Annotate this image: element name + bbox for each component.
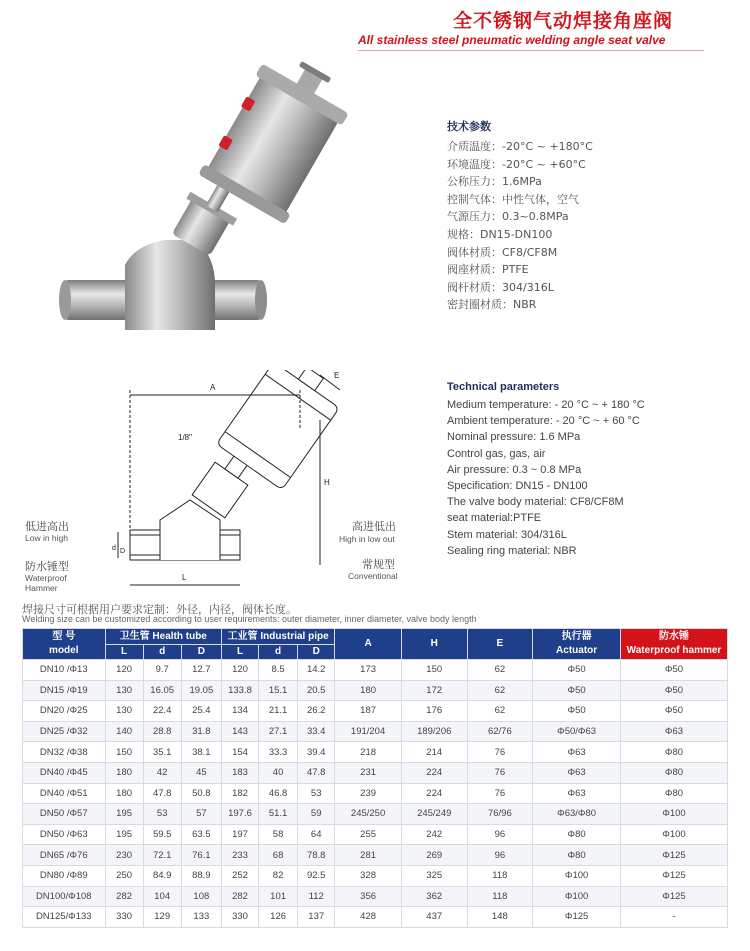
table-cell: 187 xyxy=(335,701,402,722)
spec-en-line: seat material:PTFE xyxy=(447,512,542,525)
table-cell: 133 xyxy=(181,907,221,928)
specs-cn-heading: 技术参数 xyxy=(447,120,491,133)
table-cell: DN20 /Φ25 xyxy=(23,701,106,722)
table-cell: 38.1 xyxy=(181,742,221,763)
col-actuator-en: Actuator xyxy=(556,645,598,656)
table-cell: 180 xyxy=(105,762,143,783)
col-model-en: model xyxy=(49,645,79,656)
table-cell: 33.4 xyxy=(298,721,335,742)
specs-cn-block xyxy=(447,118,737,314)
table-cell: DN80 /Φ89 xyxy=(23,865,106,886)
table-cell: 134 xyxy=(221,701,258,722)
spec-cn-line: 公称压力：1.6MPa xyxy=(447,175,542,189)
table-cell: Φ50 xyxy=(533,660,621,681)
table-cell: 53 xyxy=(298,783,335,804)
table-cell: 129 xyxy=(143,907,181,928)
table-cell: 242 xyxy=(401,824,467,845)
spec-en-line: Sealing ring material: NBR xyxy=(447,544,577,557)
table-cell: 58 xyxy=(259,824,298,845)
table-cell: 78.8 xyxy=(298,845,335,866)
table-cell: 15.1 xyxy=(259,680,298,701)
table-cell: 230 xyxy=(105,845,143,866)
spec-cn-line: 气源压力：0.3~0.8MPa xyxy=(447,210,569,224)
table-cell: Φ80 xyxy=(621,783,728,804)
table-cell: 8.5 xyxy=(259,660,298,681)
table-cell: 133.8 xyxy=(221,680,258,701)
table-cell: 53 xyxy=(143,804,181,825)
spec-cn-line: 阀座材质：PTFE xyxy=(447,263,529,277)
table-cell: 112 xyxy=(298,886,335,907)
dimension-table xyxy=(22,628,728,928)
table-row xyxy=(23,660,728,681)
table-row xyxy=(23,701,728,722)
table-cell: 27.1 xyxy=(259,721,298,742)
table-cell: 233 xyxy=(221,845,258,866)
specs-en-block xyxy=(447,381,747,559)
page-title: 全不锈钢气动焊接角座阀 xyxy=(453,10,674,32)
high-in-low-out-en: High in low out xyxy=(339,534,395,544)
table-cell: 72.1 xyxy=(143,845,181,866)
table-cell: 76 xyxy=(467,742,533,763)
low-in-high-out-label: 低进高出 xyxy=(25,520,69,533)
table-cell: 191/204 xyxy=(335,721,402,742)
col-sub-d-inner: d xyxy=(143,645,181,660)
col-sub-d-outer: D xyxy=(298,645,335,660)
table-cell: 143 xyxy=(221,721,258,742)
table-cell: 47.8 xyxy=(143,783,181,804)
table-cell: Φ50 xyxy=(533,701,621,722)
table-row xyxy=(23,865,728,886)
table-cell: 282 xyxy=(221,886,258,907)
table-cell: 96 xyxy=(467,824,533,845)
table-cell: 42 xyxy=(143,762,181,783)
table-cell: 76 xyxy=(467,783,533,804)
table-cell: 21.1 xyxy=(259,701,298,722)
port-size-label: 1/8" xyxy=(178,433,192,442)
table-row xyxy=(23,907,728,928)
spec-cn-line: 阀杆材质：304/316L xyxy=(447,280,554,294)
table-cell: 173 xyxy=(335,660,402,681)
table-cell: 281 xyxy=(335,845,402,866)
table-cell: 328 xyxy=(335,865,402,886)
table-cell: 130 xyxy=(105,701,143,722)
table-row xyxy=(23,824,728,845)
waterproof-hammer-label: 防水锤型 xyxy=(25,560,69,573)
table-cell: 76.1 xyxy=(181,845,221,866)
dim-e-label: E xyxy=(334,371,340,380)
table-row xyxy=(23,845,728,866)
table-cell: 14.2 xyxy=(298,660,335,681)
table-row xyxy=(23,783,728,804)
spec-en-line: Ambient temperature: - 20 °C ~ + 60 °C xyxy=(447,415,640,428)
table-cell: 356 xyxy=(335,886,402,907)
spec-cn-line: 介质温度：-20°C ~ +180°C xyxy=(447,140,593,153)
table-header-row xyxy=(23,629,728,645)
table-cell: 197 xyxy=(221,824,258,845)
spec-en-line: The valve body material: CF8/CF8M xyxy=(447,496,624,509)
col-actuator xyxy=(533,629,621,660)
table-row xyxy=(23,721,728,742)
table-cell: 330 xyxy=(105,907,143,928)
customization-note-en: Welding size can be customized according to user requirements: outer diameter, inner diameter, valve body length xyxy=(22,614,477,624)
table-cell: 437 xyxy=(401,907,467,928)
table-cell: Φ63 xyxy=(533,762,621,783)
table-cell: 245/250 xyxy=(335,804,402,825)
table-cell: 33.3 xyxy=(259,742,298,763)
table-cell: 195 xyxy=(105,824,143,845)
table-cell: 59 xyxy=(298,804,335,825)
col-sub-d-outer: D xyxy=(181,645,221,660)
table-cell: Φ50 xyxy=(533,680,621,701)
col-sub-l: L xyxy=(105,645,143,660)
table-cell: 68 xyxy=(259,845,298,866)
table-cell: DN50 /Φ63 xyxy=(23,824,106,845)
table-row xyxy=(23,680,728,701)
col-hammer-en: Waterproof hammer xyxy=(626,645,722,656)
table-cell: 46.8 xyxy=(259,783,298,804)
table-cell: DN32 /Φ38 xyxy=(23,742,106,763)
table-cell: 183 xyxy=(221,762,258,783)
table-cell: 172 xyxy=(401,680,467,701)
table-row xyxy=(23,804,728,825)
table-cell: Φ80 xyxy=(533,824,621,845)
table-cell: 104 xyxy=(143,886,181,907)
table-cell: 40 xyxy=(259,762,298,783)
conventional-label: 常规型 xyxy=(362,558,395,571)
table-row xyxy=(23,762,728,783)
col-h: H xyxy=(401,629,467,660)
spec-cn-line: 密封圈材质：NBR xyxy=(447,298,537,312)
customization-note-cn: 焊接尺寸可根据用户要求定制：外径，内径，阀体长度。 xyxy=(22,603,297,616)
table-cell: Φ125 xyxy=(621,886,728,907)
table-cell: 252 xyxy=(221,865,258,886)
table-cell: 101 xyxy=(259,886,298,907)
table-cell: DN25 /Φ32 xyxy=(23,721,106,742)
col-waterproof-hammer xyxy=(621,629,728,660)
table-row xyxy=(23,742,728,763)
table-cell: 245/249 xyxy=(401,804,467,825)
table-cell: 25.4 xyxy=(181,701,221,722)
table-cell: 189/206 xyxy=(401,721,467,742)
table-cell: 282 xyxy=(105,886,143,907)
table-cell: 255 xyxy=(335,824,402,845)
table-cell: 150 xyxy=(401,660,467,681)
table-cell: 231 xyxy=(335,762,402,783)
table-cell: 31.8 xyxy=(181,721,221,742)
table-cell: 325 xyxy=(401,865,467,886)
table-cell: 150 xyxy=(105,742,143,763)
table-cell: Φ100 xyxy=(621,824,728,845)
table-cell: 195 xyxy=(105,804,143,825)
table-cell: DN100/Φ108 xyxy=(23,886,106,907)
spec-en-line: Medium temperature: - 20 °C ~ + 180 °C xyxy=(447,399,645,411)
table-cell: Φ125 xyxy=(621,865,728,886)
dim-h-label: H xyxy=(324,478,330,487)
table-cell: 62 xyxy=(467,701,533,722)
table-cell: 224 xyxy=(401,762,467,783)
table-cell: 218 xyxy=(335,742,402,763)
table-cell: DN40 /Φ45 xyxy=(23,762,106,783)
col-health-tube: 卫生管 Health tube xyxy=(105,629,221,645)
table-cell: 214 xyxy=(401,742,467,763)
spec-en-line: Nominal pressure: 1.6 MPa xyxy=(447,431,581,444)
table-cell: Φ125 xyxy=(533,907,621,928)
table-cell: 35.1 xyxy=(143,742,181,763)
table-row xyxy=(23,886,728,907)
table-cell: Φ125 xyxy=(621,845,728,866)
spec-cn-line: 阀体材质：CF8/CF8M xyxy=(447,245,558,259)
table-cell: DN10 /Φ13 xyxy=(23,660,106,681)
table-cell: 9.7 xyxy=(143,660,181,681)
table-cell: 28.8 xyxy=(143,721,181,742)
table-cell: 118 xyxy=(467,886,533,907)
table-cell: 180 xyxy=(335,680,402,701)
table-cell: 62/76 xyxy=(467,721,533,742)
table-cell: 63.5 xyxy=(181,824,221,845)
spec-en-line: Stem material: 304/316L xyxy=(447,528,567,541)
title-divider xyxy=(358,50,704,51)
table-cell: 137 xyxy=(298,907,335,928)
table-cell: Φ50 xyxy=(621,701,728,722)
table-cell: 118 xyxy=(467,865,533,886)
table-cell: 59.5 xyxy=(143,824,181,845)
table-cell: 130 xyxy=(105,680,143,701)
table-cell: Φ80 xyxy=(621,762,728,783)
waterproof-hammer-en-2: Hammer xyxy=(25,583,58,593)
table-cell: 62 xyxy=(467,660,533,681)
table-cell: 20.5 xyxy=(298,680,335,701)
table-cell: 330 xyxy=(221,907,258,928)
spec-en-line: Control gas, gas, air xyxy=(447,447,546,460)
table-cell: DN125/Φ133 xyxy=(23,907,106,928)
table-cell: 50.8 xyxy=(181,783,221,804)
table-cell: 239 xyxy=(335,783,402,804)
table-cell: Φ50 xyxy=(621,660,728,681)
table-cell: 224 xyxy=(401,783,467,804)
page-subtitle: All stainless steel pneumatic welding angle seat valve xyxy=(358,33,666,47)
table-cell: 51.1 xyxy=(259,804,298,825)
table-cell: 39.4 xyxy=(298,742,335,763)
table-cell: 12.7 xyxy=(181,660,221,681)
spec-cn-line: 环境温度：-20°C ~ +60°C xyxy=(447,157,586,171)
waterproof-hammer-en-1: Waterproof xyxy=(25,573,67,583)
table-cell: 82 xyxy=(259,865,298,886)
table-cell: 16.05 xyxy=(143,680,181,701)
table-cell: 126 xyxy=(259,907,298,928)
table-cell: 76/96 xyxy=(467,804,533,825)
col-e: E xyxy=(467,629,533,660)
table-cell: 120 xyxy=(221,660,258,681)
table-cell: 19.05 xyxy=(181,680,221,701)
table-cell: Φ63 xyxy=(533,783,621,804)
spec-cn-line: 规格：DN15-DN100 xyxy=(447,227,553,241)
dim-d-inner-label: d xyxy=(112,545,116,552)
low-in-high-out-en: Low in high xyxy=(25,533,69,543)
col-actuator-cn: 执行器 xyxy=(561,631,592,642)
table-cell: 57 xyxy=(181,804,221,825)
table-cell: Φ50 xyxy=(621,680,728,701)
table-cell: 92.5 xyxy=(298,865,335,886)
table-cell: 45 xyxy=(181,762,221,783)
col-sub-d-inner: d xyxy=(259,645,298,660)
table-cell: 88.9 xyxy=(181,865,221,886)
table-cell: 154 xyxy=(221,742,258,763)
table-cell: Φ63/Φ80 xyxy=(533,804,621,825)
table-cell: 362 xyxy=(401,886,467,907)
table-cell: 148 xyxy=(467,907,533,928)
table-cell: Φ100 xyxy=(621,804,728,825)
table-cell: Φ63 xyxy=(533,742,621,763)
table-cell: DN15 /Φ19 xyxy=(23,680,106,701)
col-model-cn: 型 号 xyxy=(52,631,76,642)
dim-l-label: L xyxy=(182,573,187,582)
table-cell: 140 xyxy=(105,721,143,742)
table-cell: Φ100 xyxy=(533,886,621,907)
conventional-en: Conventional xyxy=(348,571,398,581)
table-cell: 250 xyxy=(105,865,143,886)
table-cell: DN65 /Φ76 xyxy=(23,845,106,866)
table-cell: 64 xyxy=(298,824,335,845)
table-cell: 197.6 xyxy=(221,804,258,825)
high-in-low-out-label: 高进低出 xyxy=(352,520,396,533)
table-cell: DN50 /Φ57 xyxy=(23,804,106,825)
col-sub-l: L xyxy=(221,645,258,660)
table-cell: 84.9 xyxy=(143,865,181,886)
col-industrial-pipe: 工业管 Industrial pipe xyxy=(221,629,334,645)
table-cell: DN40 /Φ51 xyxy=(23,783,106,804)
spec-cn-line: 控制气体：中性气体，空气 xyxy=(447,192,579,206)
dim-d-outer-label: D xyxy=(120,548,126,555)
table-cell: 62 xyxy=(467,680,533,701)
spec-en-line: Air pressure: 0.3 ~ 0.8 MPa xyxy=(447,463,582,476)
table-cell: Φ63 xyxy=(621,721,728,742)
table-cell: 108 xyxy=(181,886,221,907)
table-cell: Φ50/Φ63 xyxy=(533,721,621,742)
table-cell: 22.4 xyxy=(143,701,181,722)
table-cell: 96 xyxy=(467,845,533,866)
table-cell: 269 xyxy=(401,845,467,866)
table-cell: Φ100 xyxy=(533,865,621,886)
table-cell: 120 xyxy=(105,660,143,681)
table-cell: 182 xyxy=(221,783,258,804)
table-cell: Φ80 xyxy=(533,845,621,866)
table-cell: 26.2 xyxy=(298,701,335,722)
col-model xyxy=(23,629,106,660)
table-cell: Φ80 xyxy=(621,742,728,763)
table-cell: 428 xyxy=(335,907,402,928)
table-cell: 47.8 xyxy=(298,762,335,783)
table-cell: 176 xyxy=(401,701,467,722)
spec-en-line: Specification: DN15 - DN100 xyxy=(447,480,588,493)
table-cell: - xyxy=(621,907,728,928)
valve-product-photo xyxy=(55,55,355,345)
col-hammer-cn: 防水锤 xyxy=(659,631,689,642)
col-a: A xyxy=(335,629,402,660)
specs-en-heading: Technical parameters xyxy=(447,381,560,393)
dim-a-label: A xyxy=(210,383,216,392)
table-cell: 180 xyxy=(105,783,143,804)
table-cell: 76 xyxy=(467,762,533,783)
